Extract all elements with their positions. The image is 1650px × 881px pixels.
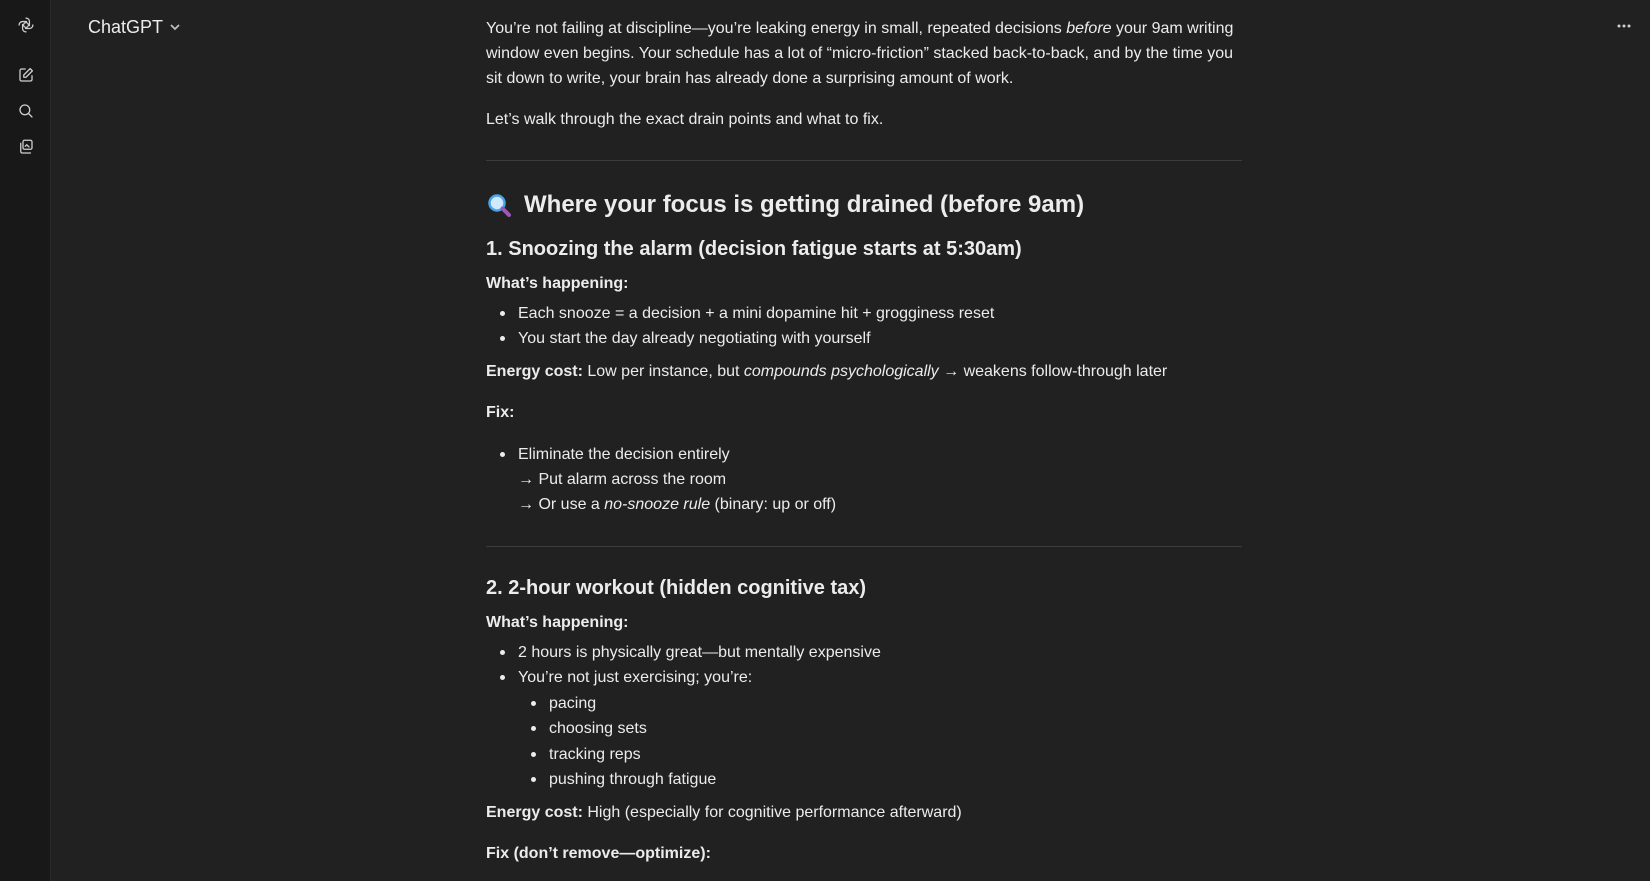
- item-2-fix-label: Fix (don’t remove—optimize):: [486, 845, 711, 862]
- list-item: You start the day already negotiating with yourself: [518, 326, 871, 351]
- walkthrough-paragraph: Let’s walk through the exact drain points and what to fix.: [486, 111, 884, 128]
- item-2-happening-label: What’s happening:: [486, 614, 629, 631]
- magnifier-icon: [486, 192, 512, 218]
- library-icon[interactable]: [13, 134, 39, 160]
- item-1-fix-label: Fix:: [486, 404, 515, 421]
- fix-subline: → Or use a no-snooze rule (binary: up or off): [518, 496, 837, 513]
- divider: [486, 160, 1242, 161]
- item-1-happening-label: What’s happening:: [486, 275, 629, 292]
- openai-logo-icon[interactable]: [13, 12, 39, 38]
- divider: [486, 546, 1242, 547]
- item-2-energy-cost: Energy cost: High (especially for cognitive performance afterward): [486, 804, 962, 821]
- intro-paragraph: You’re not failing at discipline—you’re leaking energy in small, repeated decisions before your 9am writing window even begins. Your schedule has a lot of “micro-friction” stacked back-to-back, and by the time you sit down to write, your brain has already done a surprising amount of work.: [486, 20, 1234, 87]
- sub-list-item: pushing through fatigue: [549, 767, 716, 792]
- search-icon[interactable]: [13, 98, 39, 124]
- model-label: ChatGPT: [88, 16, 164, 37]
- list-item: Eliminate the decision entirely: [518, 442, 730, 467]
- sub-list-item: pacing: [549, 691, 596, 716]
- list-item: You’re not just exercising; you’re:: [518, 665, 752, 690]
- item-2-title: 2. 2-hour workout (hidden cognitive tax): [486, 577, 867, 599]
- left-rail: [0, 0, 51, 881]
- chevron-down-icon: [169, 21, 181, 33]
- item-1-energy-cost: Energy cost: Low per instance, but compounds psychologically → weakens follow-through later: [486, 363, 1168, 380]
- sub-list-item: choosing sets: [549, 716, 647, 741]
- item-1-title: 1. Snoozing the alarm (decision fatigue starts at 5:30am): [486, 238, 1022, 260]
- list-item: 2 hours is physically great—but mentally expensive: [518, 640, 881, 665]
- fix-subline: → Put alarm across the room: [518, 471, 727, 488]
- ellipsis-icon[interactable]: [1610, 12, 1638, 40]
- model-selector[interactable]: [80, 13, 189, 41]
- new-chat-icon[interactable]: [13, 62, 39, 88]
- section-heading: Where your focus is getting drained (before 9am): [486, 190, 1084, 220]
- list-item: Each snooze = a decision + a mini dopamine hit + grogginess reset: [518, 301, 994, 326]
- sub-list-item: tracking reps: [549, 742, 641, 767]
